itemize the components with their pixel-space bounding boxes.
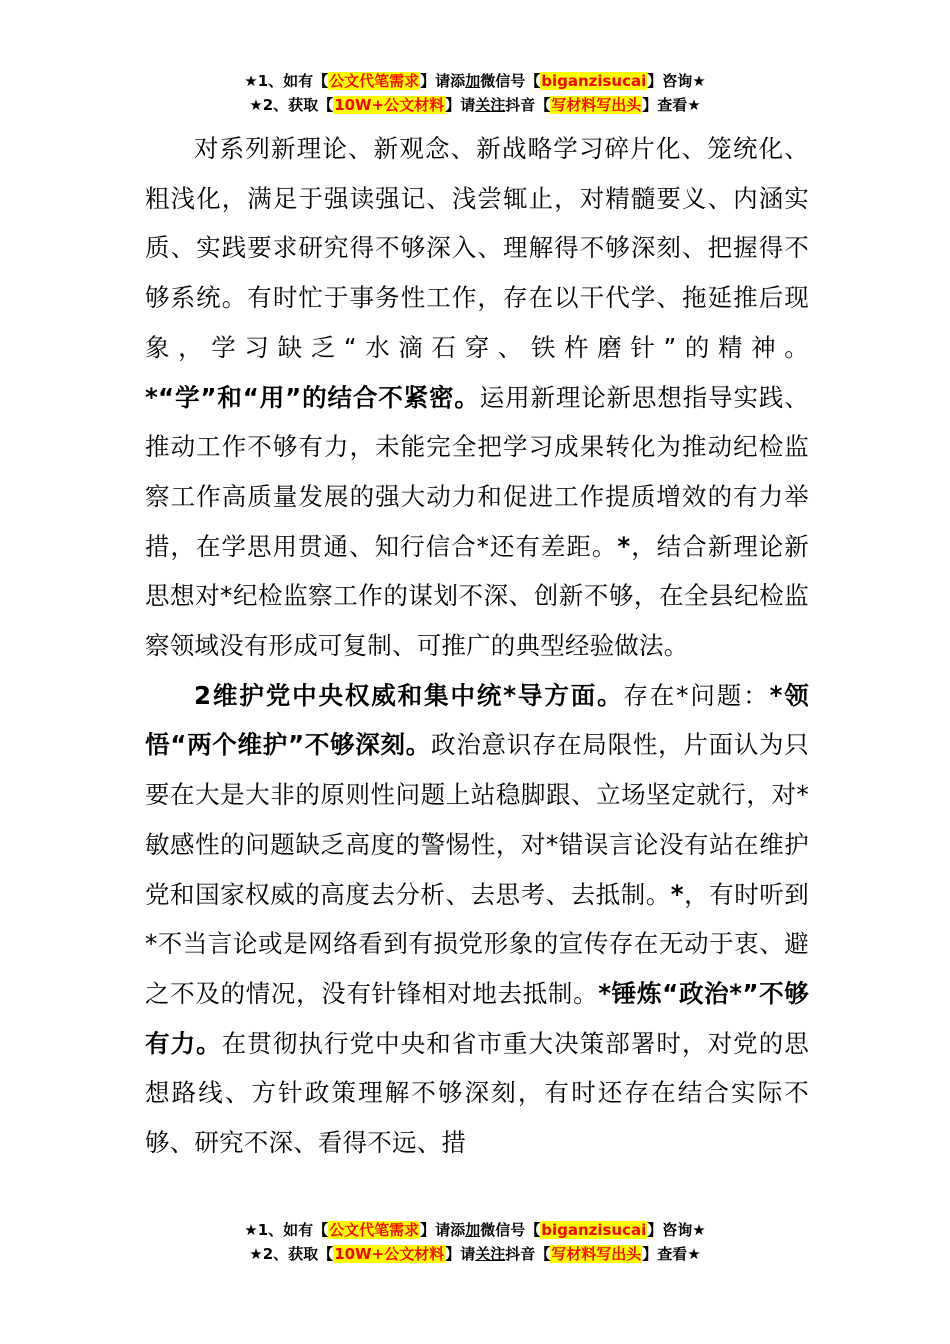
banner-text: 微信号【: [480, 72, 541, 90]
paragraph-text: ，结合新理论新思想对*纪检监察工作的谋划不深、创新不够，在全县纪检监察领域没有形成可复制、可推广的典型经验做法。: [145, 531, 809, 661]
paragraph-bold-heading: *领悟“两个维护”不够深刻。: [145, 680, 809, 760]
document-body: [145, 124, 809, 1168]
paragraph-text: 存在*问题：: [623, 680, 770, 710]
body-paragraph-1: [145, 124, 809, 671]
banner-highlight: 公文代笔需求: [329, 72, 420, 90]
banner-text: ★2、获取【: [249, 1245, 334, 1263]
header-banner-line-1: [0, 70, 950, 92]
footer-banner-line-1: [0, 1219, 950, 1241]
paragraph-text: 运用新理论新思想指导实践、推动工作不够有力，未能完全把学习成果转化为推动纪检监察工作高质量发展的强大动力和促进工作提质增效的有力举措，在学思用贯通、知行信合*还有差距。: [145, 382, 809, 561]
banner-text: ★2、获取【: [249, 96, 334, 114]
banner-highlight: 10W+公文材料: [334, 96, 445, 114]
banner-text: 抖音【: [505, 1245, 551, 1263]
banner-underlined-text: 加: [465, 1221, 481, 1239]
paragraph-text: 对系列新理论、新观念、新战略学习碎片化、笼统化、粗浅化，满足于强读强记、浅尝辄止，对精髓要义、内涵实质、实践要求研究得不够深入、理解得不够深刻、把握得不够系统。有时忙于事务性工作，存在以干代学、拖延推后现象，学习缺乏“水滴石穿、铁杵磨针”的精神。: [145, 134, 809, 362]
banner-text: 】查看★: [642, 1245, 701, 1263]
banner-text: 】咨询★: [647, 72, 706, 90]
banner-underlined-text: 加: [465, 72, 481, 90]
paragraph-bold-marker: *: [617, 531, 631, 561]
banner-text: 】咨询★: [647, 1221, 706, 1239]
paragraph-bold-marker: *: [670, 879, 684, 909]
banner-text: 】请添: [420, 1221, 466, 1239]
paragraph-bold-heading: *“学”和“用”的结合不紧密。: [145, 382, 480, 412]
banner-highlight: 10W+公文材料: [334, 1245, 445, 1263]
body-paragraph-2: [145, 671, 809, 1168]
banner-highlight: biganzisucai: [541, 1221, 647, 1239]
banner-text: 微信号【: [480, 1221, 541, 1239]
paragraph-text: 政治意识存在局限性，片面认为只要在大是大非的原则性问题上站稳脚跟、立场坚定就行，对*敏感性的问题缺乏高度的警惕性，对*错误言论没有站在维护党和国家权威的高度去分析、去思考、去抵制。: [145, 730, 809, 909]
banner-text: 抖音【: [505, 96, 551, 114]
header-banner-line-2: [0, 94, 950, 116]
paragraph-text: ，有时听到*不当言论或是网络看到有损党形象的宣传存在无动于衷、避之不及的情况，没有针锋相对地去抵制。: [145, 879, 810, 1008]
banner-underlined-text: 关注: [475, 1245, 506, 1263]
banner-text: ★1、如有【: [244, 72, 329, 90]
banner-text: 】请: [445, 96, 476, 114]
banner-text: ★1、如有【: [244, 1221, 329, 1239]
footer-banner-line-2: [0, 1243, 950, 1265]
banner-highlight: 公文代笔需求: [329, 1221, 420, 1239]
banner-highlight: biganzisucai: [541, 72, 647, 90]
section-heading: 2维护党中央权威和集中统*导方面。: [194, 680, 624, 710]
banner-highlight: 写材料写出头: [551, 1245, 642, 1263]
banner-underlined-text: 关注: [475, 96, 506, 114]
banner-text: 】请: [445, 1245, 476, 1263]
paragraph-text: 在贯彻执行党中央和省市重大决策部署时，对党的思想路线、方针政策理解不够深刻，有时还存在结合实际不够、研究不深、看得不远、措: [145, 1028, 809, 1158]
paragraph-bold-heading: *锤炼“政治*”不够有力。: [145, 978, 809, 1058]
banner-text: 】请添: [420, 72, 466, 90]
banner-text: 】查看★: [642, 96, 701, 114]
banner-highlight: 写材料写出头: [551, 96, 642, 114]
